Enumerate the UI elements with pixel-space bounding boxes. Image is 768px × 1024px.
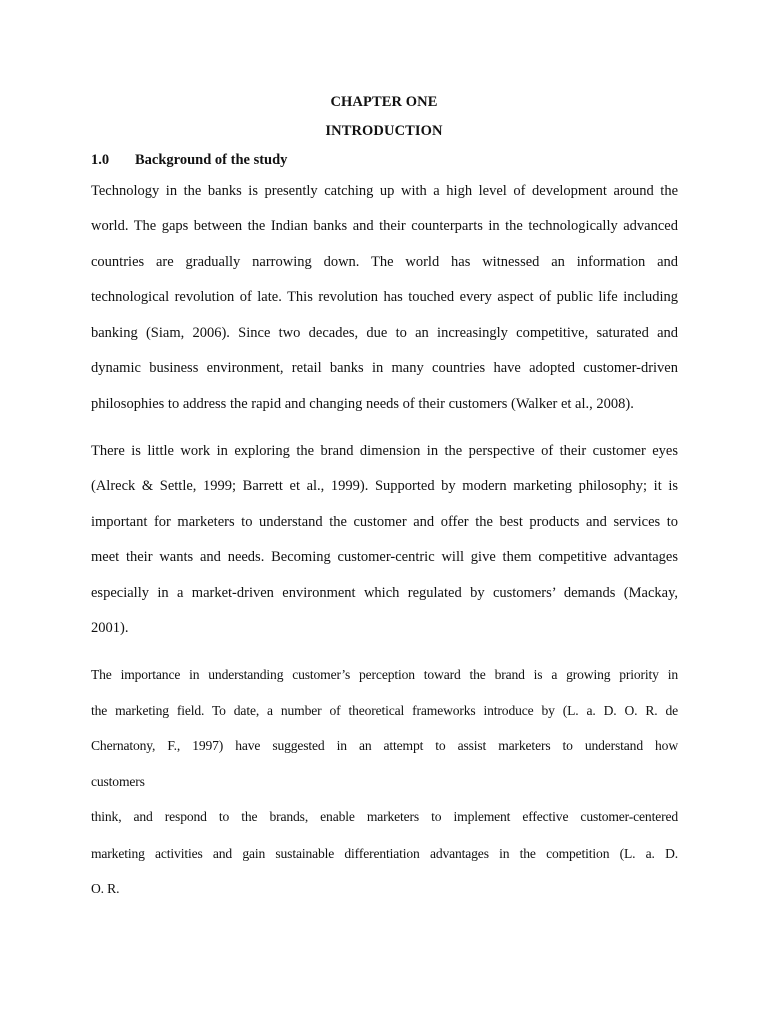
paragraph-line: O. R. <box>91 881 120 896</box>
paragraph-line: The importance in understanding customer’s perception toward the brand is a growing priority in <box>91 667 678 682</box>
paragraph-line: the marketing field. To date, a number of theoretical frameworks introduce by (L. a. D. O. R. de <box>91 703 678 718</box>
section-heading <box>91 152 287 169</box>
paragraph-line: Chernatony, F., 1997) have suggested in an attempt to assist marketers to understand how <box>91 738 678 753</box>
paragraph-line: philosophies to address the rapid and changing needs of their customers (Walker et al., 2008). <box>91 396 634 412</box>
chapter-title: CHAPTER ONE <box>330 94 438 110</box>
paragraph-line: banking (Siam, 2006). Since two decades, due to an increasingly competitive, saturated and <box>91 325 678 341</box>
paragraph-line: customers <box>91 774 145 789</box>
paragraph-line: technological revolution of late. This revolution has touched every aspect of public life including <box>91 289 678 305</box>
paragraph-line: important for marketers to understand the customer and offer the best products and services to <box>91 514 678 530</box>
paragraph-line: meet their wants and needs. Becoming customer-centric will give them competitive advantages <box>91 549 678 565</box>
paragraph-line: especially in a market-driven environment which regulated by customers’ demands (Mackay, <box>91 585 678 601</box>
paragraph-line: marketing activities and gain sustainable differentiation advantages in the competition (L. a. D. <box>91 846 678 861</box>
paragraph-line: world. The gaps between the Indian banks and their counterparts in the technologically advanced <box>91 218 678 234</box>
paragraph-line: (Alreck & Settle, 1999; Barrett et al., 1999). Supported by modern marketing philosophy; it is <box>91 478 678 494</box>
paragraph-line: Technology in the banks is presently catching up with a high level of development around the <box>91 183 678 199</box>
paragraph-line: countries are gradually narrowing down. The world has witnessed an information and <box>91 254 678 270</box>
paragraph-line: 2001). <box>91 620 129 636</box>
section-number: 1.0 <box>91 152 110 168</box>
chapter-subtitle: INTRODUCTION <box>325 123 443 139</box>
paragraph-line: think, and respond to the brands, enable marketers to implement effective customer-centered <box>91 809 678 824</box>
section-title: Background of the study <box>135 152 288 168</box>
paragraph-line: dynamic business environment, retail banks in many countries have adopted customer-driven <box>91 360 678 376</box>
paragraph-line: There is little work in exploring the brand dimension in the perspective of their customer eyes <box>91 443 678 459</box>
